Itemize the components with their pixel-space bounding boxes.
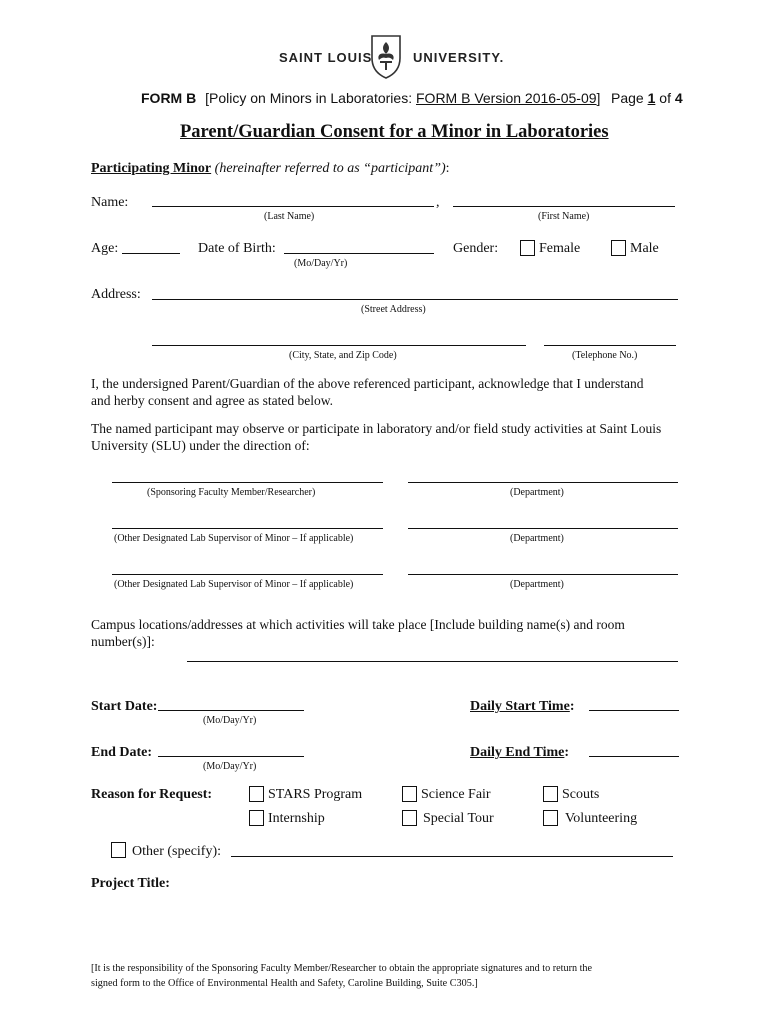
- start-date-label: Start Date:: [91, 699, 158, 714]
- lab-supervisor-field-1[interactable]: [112, 528, 383, 529]
- supervisor-caption-2: (Other Designated Lab Supervisor of Minor – If applicable): [114, 533, 354, 544]
- male-label: Male: [630, 241, 659, 256]
- supervisor-caption-1: (Sponsoring Faculty Member/Researcher): [147, 487, 316, 498]
- reason-label: Reason for Request:: [91, 787, 213, 802]
- department-field-2[interactable]: [408, 528, 678, 529]
- end-date-field[interactable]: [158, 756, 304, 757]
- page-indicator: [611, 90, 683, 106]
- internship-label: Internship: [268, 811, 325, 826]
- policy-suffix: ]: [596, 90, 601, 106]
- special-tour-label: Special Tour: [423, 811, 494, 826]
- phone-caption: (Telephone No.): [572, 350, 638, 361]
- department-caption-2: (Department): [510, 533, 564, 544]
- daily-end-time-colon: :: [564, 745, 570, 760]
- dob-caption: (Mo/Day/Yr): [294, 258, 348, 269]
- slu-crest-icon: [368, 32, 404, 80]
- lab-supervisor-field-2[interactable]: [112, 574, 383, 575]
- stars-program-checkbox[interactable]: [249, 786, 264, 802]
- participant-heading-note: (hereinafter referred to as “participant”): [214, 161, 446, 176]
- daily-end-time-label: [470, 745, 569, 761]
- other-specify-field[interactable]: [231, 856, 673, 857]
- page-label: Page: [611, 90, 644, 106]
- start-date-caption: (Mo/Day/Yr): [203, 715, 257, 726]
- campus-line-2: number(s)]:: [91, 634, 155, 649]
- department-caption-1: (Department): [510, 487, 564, 498]
- footer-line-1: [It is the responsibility of the Sponsoring Faculty Member/Researcher to obtain the appropriate signatures and to return the: [91, 963, 593, 974]
- scouts-label: Scouts: [562, 787, 600, 802]
- participant-heading-colon: :: [445, 161, 450, 176]
- daily-start-time-text: Daily Start Time: [470, 699, 570, 714]
- daily-start-time-label: [470, 699, 574, 715]
- volunteering-checkbox[interactable]: [543, 810, 558, 826]
- dob-field[interactable]: [284, 253, 434, 254]
- female-checkbox[interactable]: [520, 240, 535, 256]
- consent-paragraph-1-line-1: I, the undersigned Parent/Guardian of the above referenced participant, acknowledge that I understand: [91, 376, 644, 391]
- daily-end-time-text: Daily End Time: [470, 745, 565, 760]
- supervisor-caption-3: (Other Designated Lab Supervisor of Minor – If applicable): [114, 579, 354, 590]
- other-checkbox[interactable]: [111, 842, 126, 858]
- female-label: Female: [539, 241, 581, 256]
- brand-left: SAINT LOUIS: [279, 50, 373, 65]
- street-address-field[interactable]: [152, 299, 678, 300]
- daily-start-time-field[interactable]: [589, 710, 679, 711]
- department-caption-3: (Department): [510, 579, 564, 590]
- telephone-field[interactable]: [544, 345, 676, 346]
- science-fair-checkbox[interactable]: [402, 786, 417, 802]
- science-fair-label: Science Fair: [421, 787, 491, 802]
- department-field-3[interactable]: [408, 574, 678, 575]
- sponsoring-faculty-field[interactable]: [112, 482, 383, 483]
- start-date-field[interactable]: [158, 710, 304, 711]
- participant-heading-label: Participating Minor: [91, 161, 212, 176]
- city-caption: (City, State, and Zip Code): [289, 350, 397, 361]
- page-of: of: [659, 90, 671, 106]
- end-date-caption: (Mo/Day/Yr): [203, 761, 257, 772]
- form-label: FORM B: [141, 90, 197, 106]
- gender-label: Gender:: [453, 241, 499, 256]
- consent-paragraph-2-line-2: University (SLU) under the direction of:: [91, 438, 310, 453]
- first-name-caption: (First Name): [538, 211, 590, 222]
- daily-end-time-field[interactable]: [589, 756, 679, 757]
- stars-program-label: STARS Program: [268, 787, 363, 802]
- end-date-label: End Date:: [91, 745, 153, 760]
- version-text: FORM B Version 2016-05-09: [416, 90, 597, 106]
- footer-line-2: signed form to the Office of Environmental Health and Safety, Caroline Building, Suite C305.]: [91, 978, 478, 989]
- internship-checkbox[interactable]: [249, 810, 264, 826]
- policy-prefix: [Policy on Minors in Laboratories:: [205, 90, 413, 106]
- name-comma: ,: [436, 195, 440, 210]
- brand-right: UNIVERSITY.: [413, 50, 505, 65]
- consent-paragraph-2-line-1: The named participant may observe or participate in laboratory and/or field study activities at Saint Louis: [91, 421, 662, 436]
- volunteering-label: Volunteering: [565, 811, 638, 826]
- age-field[interactable]: [122, 253, 180, 254]
- first-name-field[interactable]: [453, 206, 675, 207]
- age-label: Age:: [91, 241, 119, 256]
- name-label: Name:: [91, 195, 129, 210]
- campus-line-1: Campus locations/addresses at which activities will take place [Include building name(s) and room: [91, 617, 625, 632]
- project-title-label: Project Title:: [91, 876, 170, 891]
- street-caption: (Street Address): [361, 304, 426, 315]
- last-name-caption: (Last Name): [264, 211, 315, 222]
- page-total: 4: [674, 90, 683, 106]
- city-state-zip-field[interactable]: [152, 345, 526, 346]
- male-checkbox[interactable]: [611, 240, 626, 256]
- page-current: 1: [647, 90, 656, 106]
- participant-heading: [91, 161, 450, 177]
- consent-paragraph-1-line-2: and herby consent and agree as stated below.: [91, 393, 334, 408]
- form-header-line: [141, 90, 600, 106]
- scouts-checkbox[interactable]: [543, 786, 558, 802]
- page-title: Parent/Guardian Consent for a Minor in Laboratories: [180, 122, 609, 142]
- daily-start-time-colon: :: [569, 699, 575, 714]
- campus-locations-field[interactable]: [187, 661, 678, 662]
- dob-label: Date of Birth:: [198, 241, 276, 256]
- other-label: Other (specify):: [132, 844, 222, 859]
- address-label: Address:: [91, 287, 141, 302]
- department-field-1[interactable]: [408, 482, 678, 483]
- last-name-field[interactable]: [152, 206, 434, 207]
- special-tour-checkbox[interactable]: [402, 810, 417, 826]
